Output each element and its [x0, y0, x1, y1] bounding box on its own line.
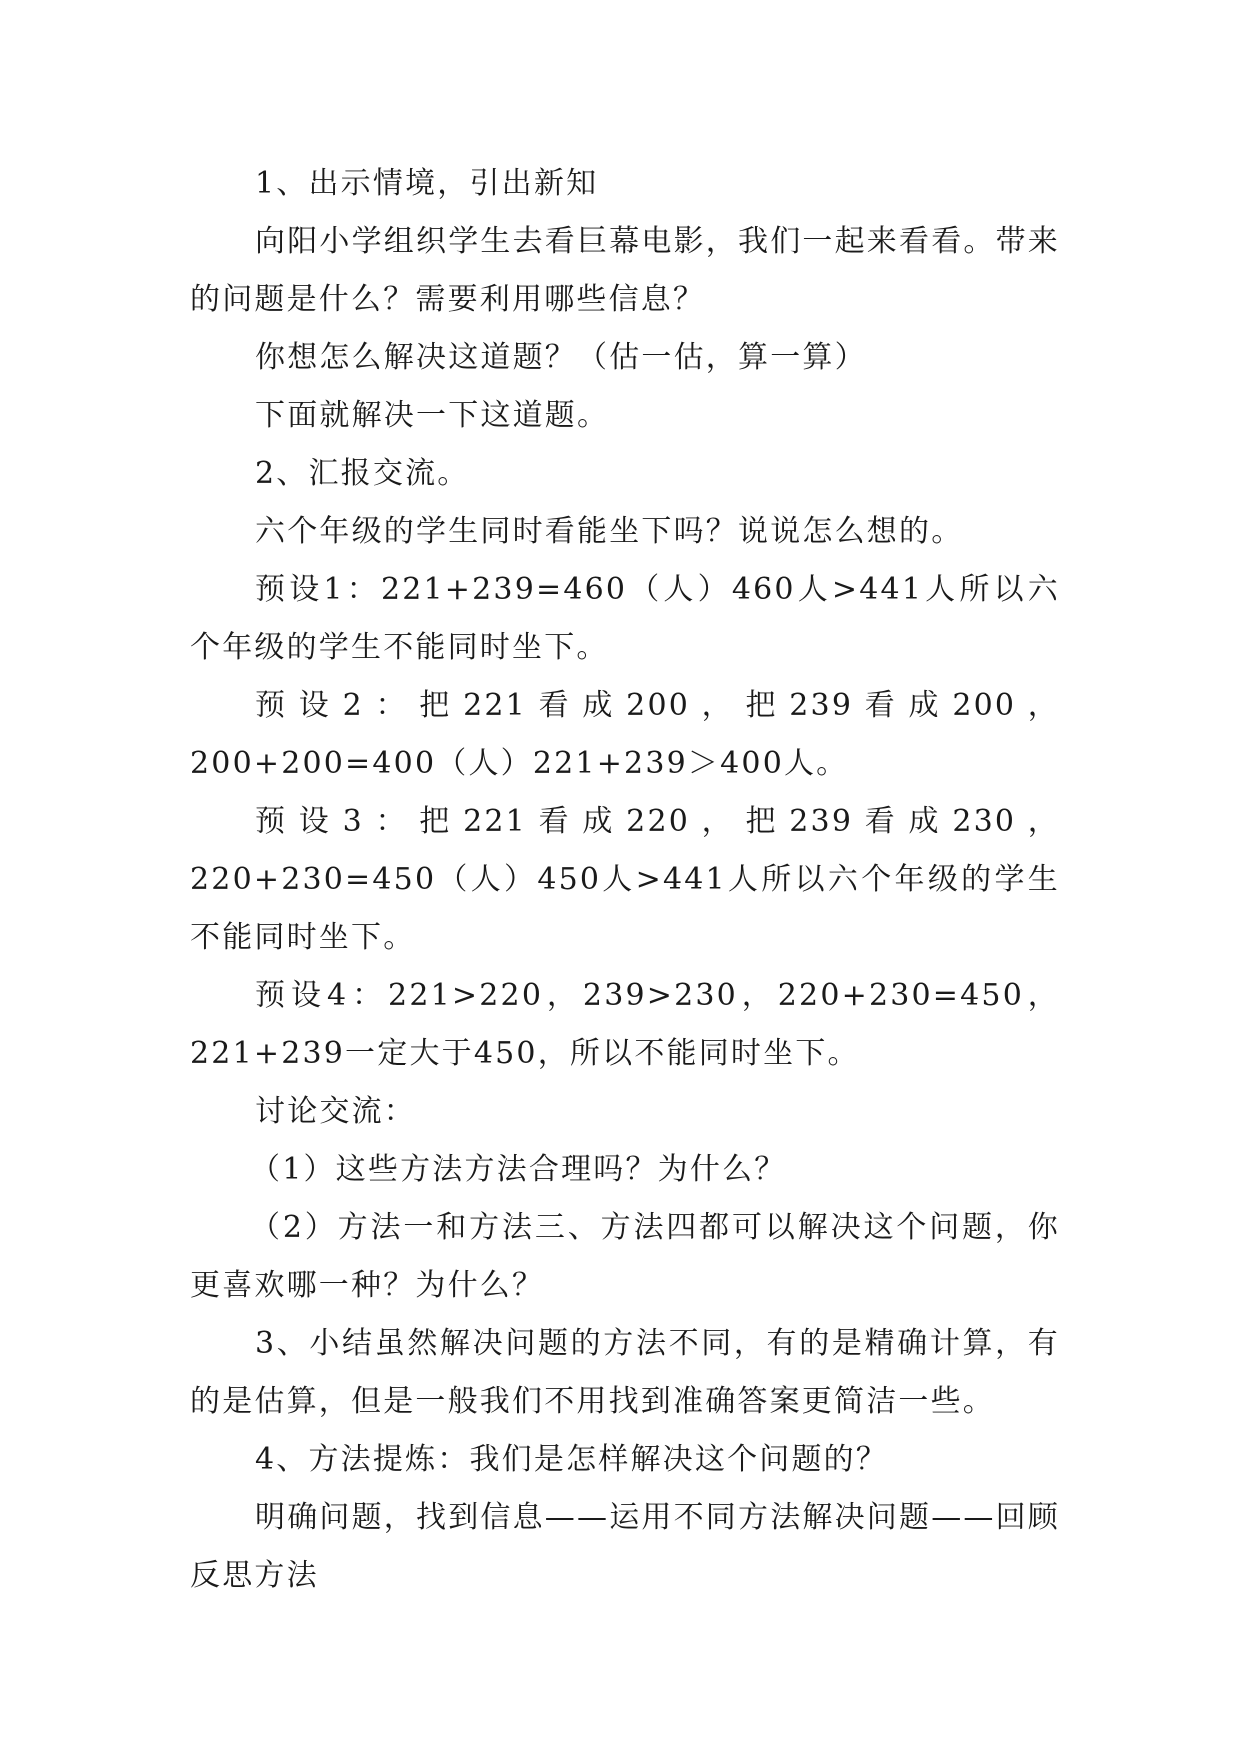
- paragraph-7: 预设1：221+239=460（人）460人>441人所以六个年级的学生不能同时坐下。: [190, 572, 1060, 665]
- paragraph-13: （2）方法一和方法三、方法四都可以解决这个问题，你更喜欢哪一种？为什么？: [190, 1210, 1060, 1303]
- document-body: [190, 155, 1060, 1605]
- paragraph-10: 预设4：221>220，239>230，220+230=450，221+239一定大于450，所以不能同时坐下。: [190, 978, 1060, 1071]
- paragraph-9: 预设3：把221看成220，把239看成230，220+230=450（人）450人>441人所以六个年级的学生不能同时坐下。: [190, 804, 1060, 955]
- paragraph-5: 2、汇报交流。: [255, 456, 470, 491]
- paragraph-3: 你想怎么解决这道题？（估一估，算一算）: [255, 340, 867, 375]
- paragraph-11: 讨论交流：: [255, 1094, 416, 1129]
- paragraph-4: 下面就解决一下这道题。: [255, 398, 610, 433]
- paragraph-16: 明确问题，找到信息——运用不同方法解决问题——回顾反思方法: [190, 1500, 1060, 1593]
- paragraph-6: 六个年级的学生同时看能坐下吗？说说怎么想的。: [255, 514, 964, 549]
- paragraph-12: （1）这些方法方法合理吗？为什么？: [250, 1152, 787, 1187]
- paragraph-15: 4、方法提炼：我们是怎样解决这个问题的？: [255, 1442, 889, 1477]
- paragraph-1: 1、出示情境，引出新知: [255, 166, 599, 201]
- paragraph-2: 向阳小学组织学生去看巨幕电影，我们一起来看看。带来的问题是什么？需要利用哪些信息？: [190, 224, 1060, 317]
- paragraph-8: 预设2：把221看成200，把239看成200，200+200=400（人）221+239＞400人。: [190, 688, 1060, 781]
- paragraph-14: 3、小结虽然解决问题的方法不同，有的是精确计算，有的是估算，但是一般我们不用找到准确答案更简洁一些。: [190, 1326, 1060, 1419]
